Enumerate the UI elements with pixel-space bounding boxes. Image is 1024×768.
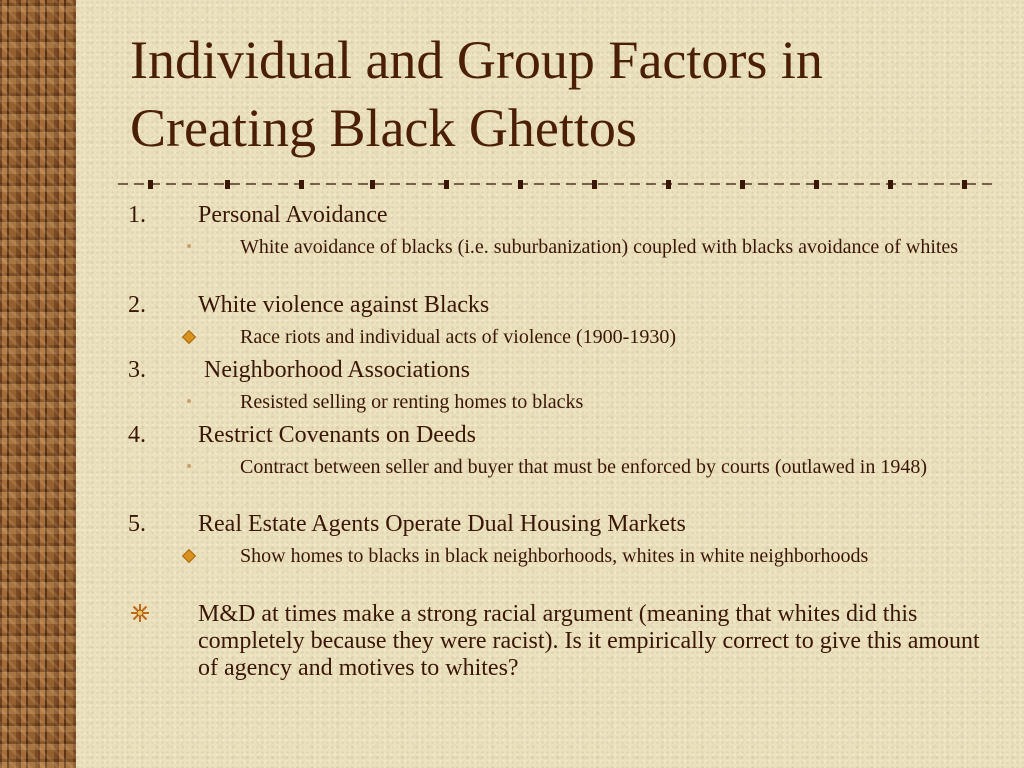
item-4-sub: Contract between seller and buyer that must be enforced by courts (outlawed in 1948) [240,456,928,478]
closing-remark: M&D at times make a strong racial argument (meaning that whites did this completely because they were racist). Is it empirically correct to give this amount of agency and motives to whites? [198,601,980,681]
diamond-bullet-icon [182,549,196,563]
item-5-sub: Show homes to blacks in black neighborhoods, whites in white neighborhoods [240,545,869,567]
star-bullet-icon [130,603,150,623]
diamond-bullet-icon [182,330,196,344]
dot-bullet-icon [187,464,191,468]
item-1-number: 1. [128,202,146,228]
item-2-number: 2. [128,292,146,318]
slide-title: Individual and Group Factors in Creating Black Ghettos [130,30,823,158]
item-2-text: White violence against Blacks [198,292,490,318]
item-3-sub: Resisted selling or renting homes to blacks [240,391,584,413]
item-3-text: Neighborhood Associations [198,357,470,383]
item-5-number: 5. [128,511,146,537]
item-1-text: Personal Avoidance [198,202,388,228]
item-4-number: 4. [128,422,146,448]
dot-bullet-icon [187,244,191,248]
dot-bullet-icon [187,399,191,403]
item-4-text: Restrict Covenants on Deeds [198,422,476,448]
item-1-sub: White avoidance of blacks (i.e. suburbanization) coupled with blacks avoidance of whites [240,236,959,258]
item-2-sub: Race riots and individual acts of violence (1900-1930) [240,326,676,348]
item-5-text: Real Estate Agents Operate Dual Housing Markets [198,511,686,537]
item-3-number: 3. [128,357,146,383]
